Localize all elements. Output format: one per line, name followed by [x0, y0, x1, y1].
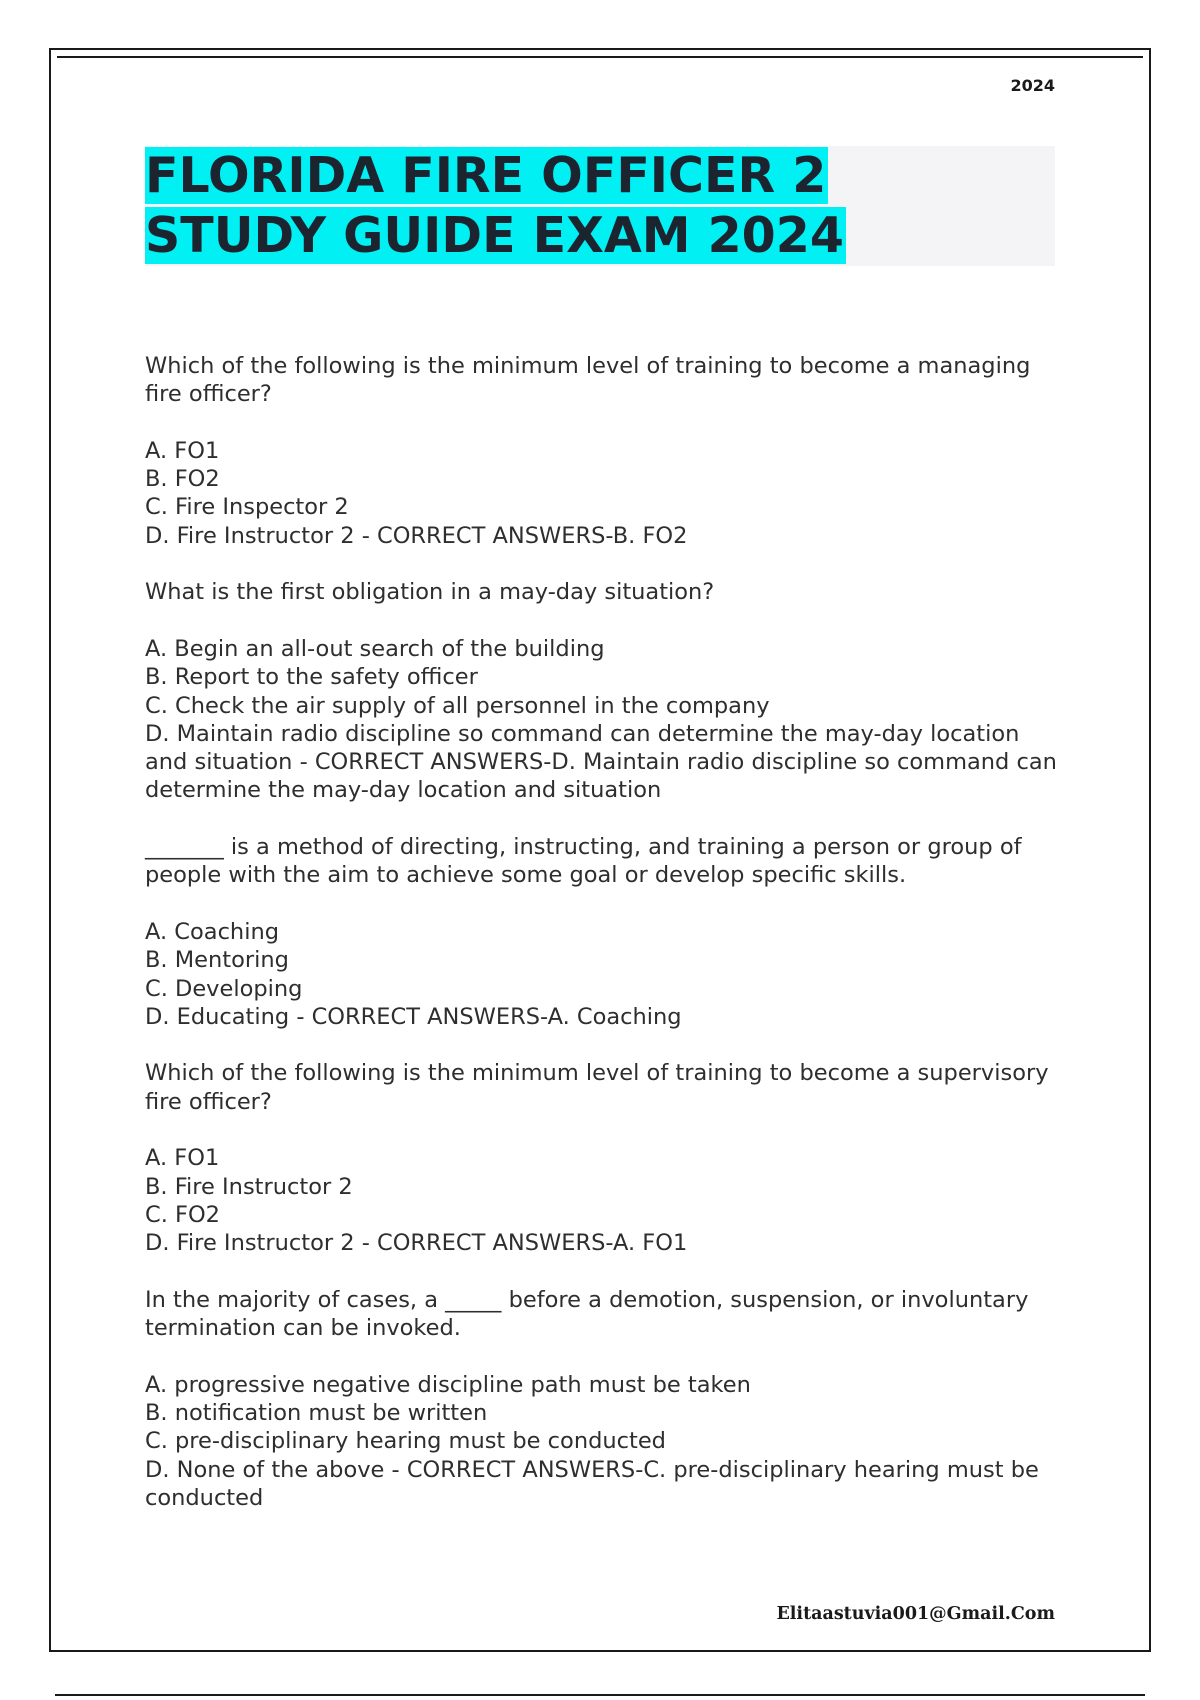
- footer-email: Elitaastuvia001@Gmail.Com: [776, 1604, 1055, 1624]
- header-year: 2024: [1010, 76, 1055, 95]
- bottom-rule: [55, 1694, 1145, 1696]
- answer-options: [145, 437, 1060, 550]
- question-text: Which of the following is the minimum level of training to become a supervisory fire officer?: [145, 1060, 1049, 1115]
- answer-option: B. Mentoring: [145, 947, 289, 974]
- title-line-1: [145, 146, 828, 206]
- answer-option: D. Maintain radio discipline so command can determine the may-day location and situation - CORRECT ANSWERS-D. Maintain radio discipline so command can determine the may-day location and situation: [145, 720, 1057, 804]
- answer-option: B. Report to the safety officer: [145, 664, 478, 691]
- answer-option: B. FO2: [145, 466, 220, 493]
- answer-options: [145, 635, 1060, 805]
- question-item: [145, 352, 1060, 550]
- answer-option: D. Fire Instructor 2 - CORRECT ANSWERS-B. FO2: [145, 522, 688, 549]
- question-item: [145, 578, 1060, 804]
- answer-options: [145, 1371, 1060, 1512]
- answer-options: [145, 1144, 1060, 1257]
- title-line-2: [145, 206, 846, 266]
- answer-option: B. notification must be written: [145, 1399, 488, 1426]
- answer-option: C. Check the air supply of all personnel in the company: [145, 692, 770, 719]
- question-item: [145, 1059, 1060, 1257]
- answer-option: A. FO1: [145, 437, 220, 464]
- answer-option: D. Fire Instructor 2 - CORRECT ANSWERS-A. FO1: [145, 1230, 688, 1257]
- answer-option: A. progressive negative discipline path must be taken: [145, 1371, 751, 1398]
- answer-option: C. Developing: [145, 975, 303, 1002]
- answer-option: A. Coaching: [145, 918, 279, 945]
- title-text-1: FLORIDA FIRE OFFICER 2: [145, 147, 827, 204]
- answer-options: [145, 918, 1060, 1031]
- answer-option: A. FO1: [145, 1145, 220, 1172]
- question-item: [145, 833, 1060, 1031]
- question-text: Which of the following is the minimum level of training to become a managing fire officer?: [145, 353, 1031, 408]
- question-text: In the majority of cases, a _____ before a demotion, suspension, or involuntary termination can be invoked.: [145, 1286, 1029, 1342]
- question-list: [145, 352, 1060, 1540]
- answer-option: C. pre-disciplinary hearing must be conducted: [145, 1428, 666, 1455]
- question-item: [145, 1286, 1060, 1512]
- answer-option: D. None of the above - CORRECT ANSWERS-C. pre-disciplinary hearing must be conducted: [145, 1456, 1039, 1511]
- answer-option: C. FO2: [145, 1201, 220, 1228]
- title-block: [145, 146, 1055, 266]
- answer-option: A. Begin an all-out search of the building: [145, 635, 605, 662]
- answer-option: D. Educating - CORRECT ANSWERS-A. Coaching: [145, 1003, 682, 1030]
- answer-option: B. Fire Instructor 2: [145, 1173, 353, 1200]
- answer-option: C. Fire Inspector 2: [145, 494, 349, 521]
- question-text: _______ is a method of directing, instructing, and training a person or group of people with the aim to achieve some goal or develop specific skills.: [145, 834, 1022, 889]
- title-text-2: STUDY GUIDE EXAM 2024: [145, 207, 844, 264]
- top-rule: [57, 56, 1143, 58]
- question-text: What is the first obligation in a may-day situation?: [145, 579, 715, 606]
